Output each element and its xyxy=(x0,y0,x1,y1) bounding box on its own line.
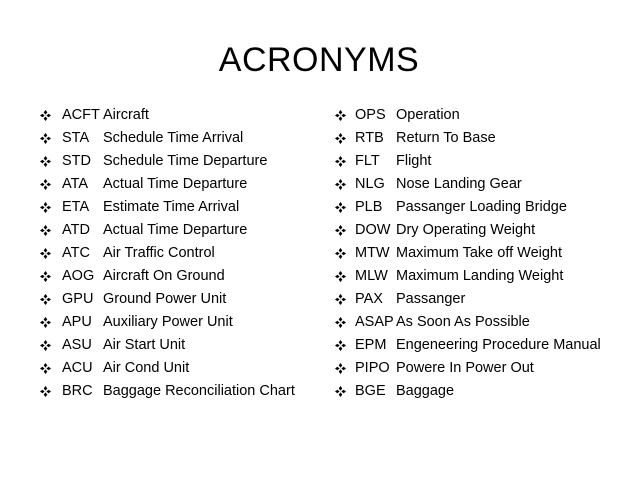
acronym-abbreviation: PAX xyxy=(355,291,383,307)
acronym-abbreviation: MTW xyxy=(355,245,390,261)
diamond-bullet-icon xyxy=(40,156,51,167)
acronym-definition: Actual Time Departure xyxy=(103,222,248,238)
acronym-abbreviation: FLT xyxy=(355,153,380,169)
list-item xyxy=(335,380,635,403)
list-item xyxy=(335,196,635,219)
acronym-abbreviation: STA xyxy=(62,130,90,146)
acronym-definition: Auxiliary Power Unit xyxy=(103,314,233,330)
list-item xyxy=(335,219,635,242)
acronym-abbreviation: DOW xyxy=(355,222,391,238)
list-item xyxy=(335,311,635,334)
acronym-definition: Air Start Unit xyxy=(103,337,186,353)
list-item xyxy=(40,357,330,380)
acronym-definition: Dry Operating Weight xyxy=(396,222,536,238)
list-item xyxy=(335,104,635,127)
acronym-abbreviation: ASAP xyxy=(355,314,394,330)
diamond-bullet-icon xyxy=(40,386,51,397)
acronym-abbreviation: MLW xyxy=(355,268,388,284)
acronym-definition: Aircraft xyxy=(103,107,149,123)
acronym-abbreviation: AOG xyxy=(62,268,95,284)
acronym-definition: Aircraft On Ground xyxy=(103,268,225,284)
list-item xyxy=(40,219,330,242)
list-item xyxy=(335,265,635,288)
slide-title: ACRONYMS xyxy=(218,41,420,79)
diamond-bullet-icon xyxy=(335,294,346,305)
acronym-definition: Flight xyxy=(396,153,432,169)
diamond-bullet-icon xyxy=(335,248,346,259)
diamond-bullet-icon xyxy=(40,225,51,236)
diamond-bullet-icon xyxy=(335,179,346,190)
list-item xyxy=(40,265,330,288)
acronym-abbreviation: PLB xyxy=(355,199,383,215)
acronym-abbreviation: ASU xyxy=(62,337,92,353)
acronym-definition: Schedule Time Arrival xyxy=(103,130,244,146)
acronym-abbreviation: APU xyxy=(62,314,92,330)
list-item xyxy=(40,242,330,265)
diamond-bullet-icon xyxy=(335,386,346,397)
acronym-abbreviation: EPM xyxy=(355,337,387,353)
acronym-abbreviation: GPU xyxy=(62,291,94,307)
diamond-bullet-icon xyxy=(40,133,51,144)
acronym-abbreviation: ATA xyxy=(62,176,89,192)
list-item xyxy=(335,150,635,173)
acronym-abbreviation: BGE xyxy=(355,383,386,399)
diamond-bullet-icon xyxy=(40,110,51,121)
acronym-abbreviation: ACFT xyxy=(62,107,100,123)
acronym-definition: Air Cond Unit xyxy=(103,360,190,376)
acronym-abbreviation: ATD xyxy=(62,222,90,238)
acronym-definition: Maximum Landing Weight xyxy=(396,268,564,284)
list-item xyxy=(40,334,330,357)
diamond-bullet-icon xyxy=(40,179,51,190)
list-item xyxy=(40,288,330,311)
acronym-definition: Actual Time Departure xyxy=(103,176,248,192)
list-item xyxy=(335,242,635,265)
diamond-bullet-icon xyxy=(335,110,346,121)
list-item xyxy=(335,173,635,196)
diamond-bullet-icon xyxy=(40,271,51,282)
diamond-bullet-icon xyxy=(335,363,346,374)
acronym-definition: Schedule Time Departure xyxy=(103,153,268,169)
acronym-abbreviation: ATC xyxy=(62,245,90,261)
list-item xyxy=(335,127,635,150)
diamond-bullet-icon xyxy=(40,317,51,328)
acronym-definition: Nose Landing Gear xyxy=(396,176,522,192)
acronym-definition: Air Traffic Control xyxy=(103,245,215,261)
list-item xyxy=(40,311,330,334)
list-item xyxy=(335,288,635,311)
diamond-bullet-icon xyxy=(335,317,346,328)
acronym-definition: Estimate Time Arrival xyxy=(103,199,240,215)
acronym-definition: Powere In Power Out xyxy=(396,360,534,376)
acronym-definition: Passanger xyxy=(396,291,466,307)
acronym-definition: Engeneering Procedure Manual xyxy=(396,337,601,353)
list-item xyxy=(335,357,635,380)
acronym-abbreviation: BRC xyxy=(62,383,93,399)
acronym-definition: As Soon As Possible xyxy=(396,314,530,330)
diamond-bullet-icon xyxy=(40,248,51,259)
diamond-bullet-icon xyxy=(335,340,346,351)
acronym-definition: Operation xyxy=(396,107,460,123)
acronym-definition: Return To Base xyxy=(396,130,496,146)
acronym-abbreviation: STD xyxy=(62,153,91,169)
acronym-definition: Passanger Loading Bridge xyxy=(396,199,567,215)
list-item xyxy=(40,380,330,403)
acronym-list-right xyxy=(335,104,635,403)
list-item xyxy=(40,173,330,196)
diamond-bullet-icon xyxy=(335,271,346,282)
diamond-bullet-icon xyxy=(335,156,346,167)
acronym-abbreviation: PIPO xyxy=(355,360,390,376)
list-item xyxy=(40,150,330,173)
list-item xyxy=(40,127,330,150)
acronym-list-left xyxy=(40,104,330,403)
diamond-bullet-icon xyxy=(335,133,346,144)
acronym-definition: Baggage Reconciliation Chart xyxy=(103,383,295,399)
list-item xyxy=(40,104,330,127)
acronym-abbreviation: NLG xyxy=(355,176,385,192)
acronym-abbreviation: OPS xyxy=(355,107,386,123)
list-item xyxy=(40,196,330,219)
acronym-definition: Maximum Take off Weight xyxy=(396,245,563,261)
acronym-abbreviation: ACU xyxy=(62,360,93,376)
diamond-bullet-icon xyxy=(40,202,51,213)
acronym-definition: Ground Power Unit xyxy=(103,291,227,307)
list-item xyxy=(335,334,635,357)
acronym-definition: Baggage xyxy=(396,383,455,399)
acronym-abbreviation: ETA xyxy=(62,199,90,215)
diamond-bullet-icon xyxy=(40,340,51,351)
diamond-bullet-icon xyxy=(40,363,51,374)
diamond-bullet-icon xyxy=(335,225,346,236)
diamond-bullet-icon xyxy=(335,202,346,213)
acronym-abbreviation: RTB xyxy=(355,130,384,146)
diamond-bullet-icon xyxy=(40,294,51,305)
